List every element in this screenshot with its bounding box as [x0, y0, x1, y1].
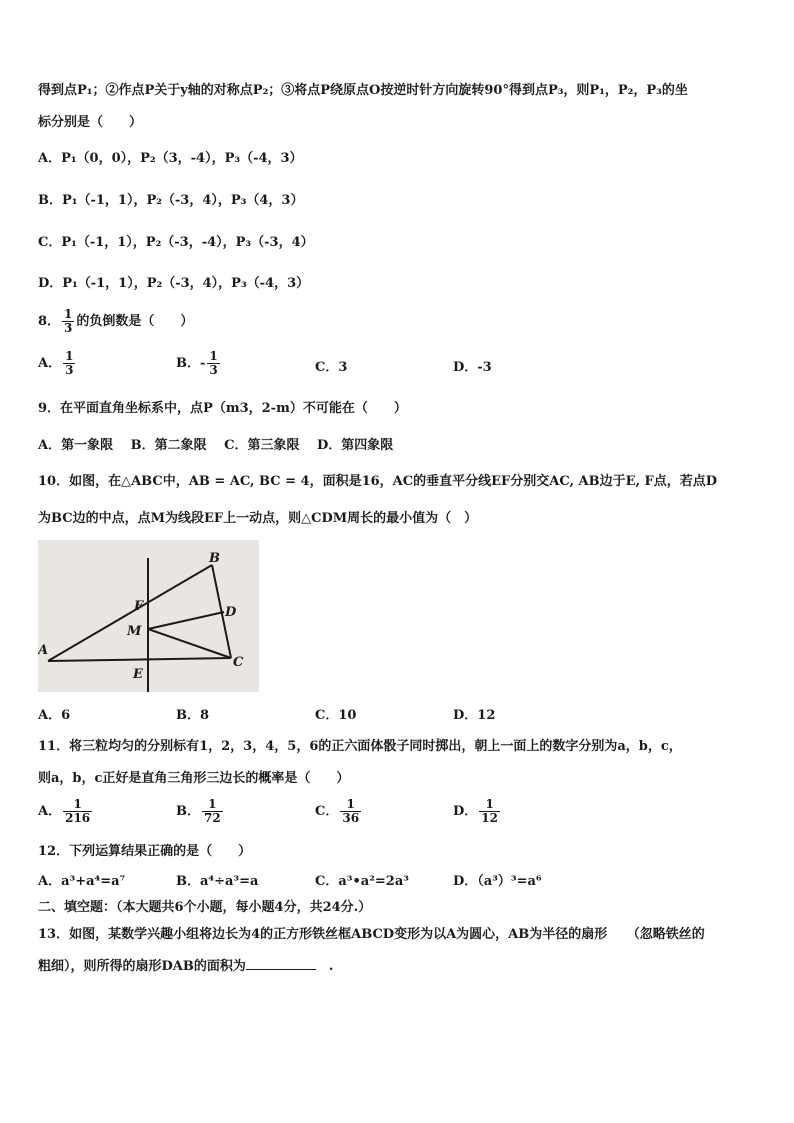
label-e: E: [133, 667, 143, 682]
q8-number: 8．: [38, 314, 61, 329]
q12-option-a: A．a³+a⁴=a⁷: [38, 874, 126, 889]
q8-stem-text: 的负倒数是（ ）: [76, 314, 194, 329]
q13-stem-end: .: [315, 959, 334, 974]
fraction-numerator: 1: [209, 349, 218, 363]
q7-option-c: C．P₁（-1，1），P₂（-3，-4），P₃（-3，4）: [38, 235, 314, 250]
q8-option-a: [38, 350, 77, 377]
label-a: A: [38, 643, 49, 658]
option-label: A．: [38, 804, 62, 819]
q11-stem-line1: 11．将三粒均匀的分别标有1，2，3，4，5，6的正六面体骰子同时掷出，朝上一面上的数字分别为a，b，c，: [38, 739, 682, 754]
q8-option-a-fraction: [63, 350, 75, 377]
q8-option-c: C．3: [315, 360, 348, 375]
q9-stem: 9．在平面直角坐标系中，点P（m3，2-m）不可能在（ ）: [38, 401, 407, 416]
q11-option-b-fraction: [202, 798, 223, 825]
q10-option-d: D．12: [453, 708, 496, 723]
fraction-denominator: 3: [209, 363, 218, 377]
section-2-heading: 二、填空题：（本大题共6个小题，每小题4分，共24分.）: [38, 900, 372, 915]
label-f: F: [134, 599, 144, 614]
option-label: A．: [38, 356, 62, 371]
segment-ac: [48, 658, 231, 661]
q12-option-d: D．（a³）³=a⁶: [453, 874, 542, 889]
fraction-denominator: 3: [65, 363, 74, 377]
fraction-numerator: 1: [202, 798, 223, 812]
label-b: B: [209, 551, 220, 566]
fraction-denominator: 72: [204, 811, 221, 825]
q7-option-b: B．P₁（-1，1），P₂（-3，4），P₃（4，3）: [38, 193, 304, 208]
q11-option-a-fraction: [63, 798, 92, 825]
q11-stem-line2: 则a，b，c正好是直角三角形三边长的概率是（ ）: [38, 771, 350, 786]
option-label: B．-: [176, 356, 206, 371]
answer-blank[interactable]: [246, 957, 316, 970]
q10-option-b: B．8: [176, 708, 210, 723]
q12-option-b: B．a⁴÷a³=a: [176, 874, 259, 889]
option-label: D．: [453, 804, 478, 819]
segment-md: [148, 612, 224, 629]
q10-triangle-figure: [38, 540, 259, 692]
option-label: B．: [176, 804, 200, 819]
q11-option-a: [38, 798, 94, 825]
q10-stem-line2: 为BC边的中点，点M为线段EF上一动点，则△CDM周长的最小值为（ ）: [38, 511, 478, 526]
q8-option-b-fraction: [207, 350, 219, 377]
q11-option-c: [315, 798, 363, 825]
segment-mc: [148, 629, 231, 658]
segment-ab: [48, 565, 212, 661]
fraction-numerator: 1: [63, 798, 92, 812]
q7-stem-line2: 标分别是（ ）: [38, 115, 143, 130]
q9-options: A．第一象限 B．第二象限 C．第三象限 D．第四象限: [38, 438, 394, 453]
label-m: M: [127, 624, 142, 639]
q8-stem: [38, 308, 193, 335]
fraction-denominator: 216: [65, 811, 91, 825]
q13-stem-line1: 13．如图，某数学兴趣小组将边长为4的正方形铁丝框ABCD变形为以A为圆心，AB为半径的扇形 （忽略铁丝的: [38, 927, 705, 942]
q10-stem-line1: 10．如图，在△ABC中，AB = AC, BC = 4，面积是16，AC的垂直平分线EF分别交AC, AB边于E, F点，若点D: [38, 474, 718, 489]
q10-option-a: A．6: [38, 708, 71, 723]
q10-option-c: C．10: [315, 708, 357, 723]
fraction-numerator: 1: [479, 798, 500, 812]
label-d: D: [225, 605, 237, 620]
fraction-numerator: 1: [65, 349, 74, 363]
q11-option-c-fraction: [340, 798, 361, 825]
fraction-numerator: 1: [64, 307, 73, 321]
q13-stem-text: 粗细），则所得的扇形DAB的面积为: [38, 959, 246, 974]
q8-option-b: [176, 350, 222, 377]
option-label: C．: [315, 804, 339, 819]
q7-option-a: A．P₁（0，0），P₂（3，-4），P₃（-4，3）: [38, 151, 303, 166]
q11-option-d-fraction: [479, 798, 500, 825]
triangle-diagram: [38, 540, 259, 692]
q13-stem-line2: [38, 957, 333, 976]
q7-stem-line1: 得到点P₁；②作点P关于y轴的对称点P₂；③将点P绕原点O按逆时针方向旋转90°得到点P₃，则P₁，P₂，P₃的坐: [38, 83, 688, 98]
fraction-denominator: 3: [64, 321, 73, 335]
q8-option-d: D．-3: [453, 360, 492, 375]
q7-option-d: D．P₁（-1，1），P₂（-3，4），P₃（-4，3）: [38, 276, 310, 291]
fraction-denominator: 36: [342, 811, 360, 825]
q8-fraction: [62, 308, 74, 335]
fraction-numerator: 1: [340, 798, 361, 812]
q11-option-d: [453, 798, 502, 825]
fraction-denominator: 12: [481, 811, 498, 825]
q11-option-b: [176, 798, 225, 825]
q12-stem: 12．下列运算结果正确的是（ ）: [38, 844, 252, 859]
label-c: C: [233, 655, 244, 670]
q12-option-c: C．a³•a²=2a³: [315, 874, 409, 889]
